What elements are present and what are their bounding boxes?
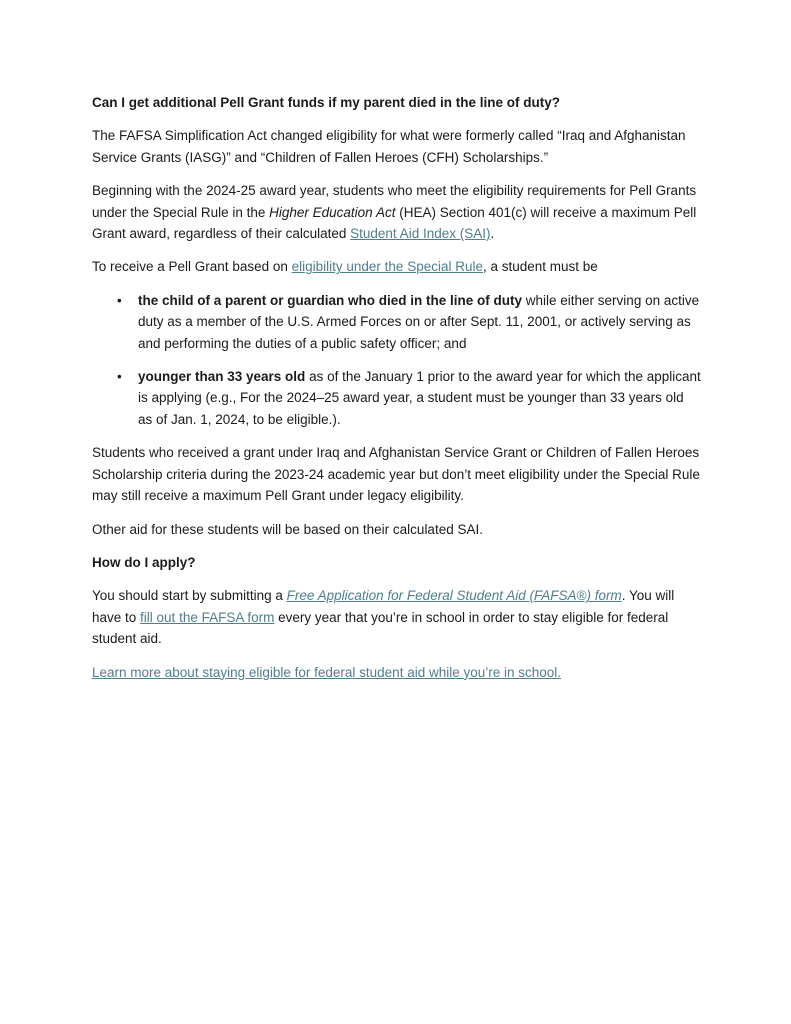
text-run: Can I get additional Pell Grant funds if my parent died in the line of duty? — [92, 95, 561, 110]
paragraph — [92, 519, 701, 540]
link-fafsa-form[interactable]: Free Application for Federal Student Aid (FAFSA®) form — [286, 588, 622, 604]
text-run: . — [490, 226, 495, 242]
bullet-icon: • — [117, 369, 122, 385]
text-run: How do I apply? — [92, 554, 196, 570]
text-run: The FAFSA Simplification Act changed eligibility for what were formerly called “Iraq and Afghanistan Service Grants (IASG)” and “Children of Fallen Heroes (CFH) Scholarships.” — [92, 128, 686, 165]
text-run: (HEA) Section 401(c) will receive a maximum Pell Grant award, regardless of their calculated — [92, 204, 697, 242]
link-fill-out-fafsa[interactable]: fill out the FAFSA form — [140, 609, 275, 625]
text-run: the child of a parent or guardian who died in the line of duty — [138, 292, 523, 308]
text-run: , a student must be — [483, 259, 598, 275]
document-content — [92, 92, 701, 683]
text-run: every year that you’re in school in order to stay eligible for federal student aid. — [92, 609, 669, 647]
paragraph — [92, 442, 701, 506]
section-heading — [92, 92, 701, 113]
text-run: as of the January 1 prior to the award year for which the applicant is applying (e.g., For the 2024–25 award year, a student must be younger than 33 years old as of Jan. 1, 2024, to be eligible.). — [138, 369, 701, 427]
paragraph — [92, 180, 701, 244]
paragraph — [92, 585, 701, 649]
text-run: Students who received a grant under Iraq and Afghanistan Service Grant or Children of Fallen Heroes Scholarship criteria during the 2023-24 academic year but don’t meet eligibility under the Special Rule may still receive a maximum Pell Grant under legacy eligibility. — [92, 445, 700, 504]
paragraph — [92, 256, 701, 277]
section-heading — [92, 552, 701, 573]
text-run: Beginning with the 2024-25 award year, students who meet the eligibility requirements for Pell Grants under the Special Rule in the — [92, 183, 697, 220]
text-run: while either serving on active duty as a member of the U.S. Armed Forces on or after Sept. 11, 2001, or actively serving as and performing the duties of a public safety officer; and — [138, 292, 700, 351]
link-staying-eligible[interactable]: Learn more about staying eligible for federal student aid while you’re in school. — [92, 664, 562, 680]
text-run: . You will have to — [92, 588, 675, 625]
text-run: You should start by submitting a — [92, 588, 287, 604]
text-run: To receive a Pell Grant based on — [92, 259, 292, 275]
paragraph — [92, 662, 701, 683]
link-student-aid-index[interactable]: Student Aid Index (SAI) — [350, 226, 491, 242]
bullet-list — [92, 290, 701, 430]
text-run: Other aid for these students will be based on their calculated SAI. — [92, 521, 483, 537]
bullet-icon: • — [117, 292, 122, 308]
list-item — [92, 290, 701, 354]
link-special-rule-eligibility[interactable]: eligibility under the Special Rule — [291, 259, 483, 275]
text-run: younger than 33 years old — [138, 369, 306, 385]
text-run: Higher Education Act — [269, 204, 396, 220]
list-item — [92, 366, 701, 430]
paragraph — [92, 125, 701, 168]
